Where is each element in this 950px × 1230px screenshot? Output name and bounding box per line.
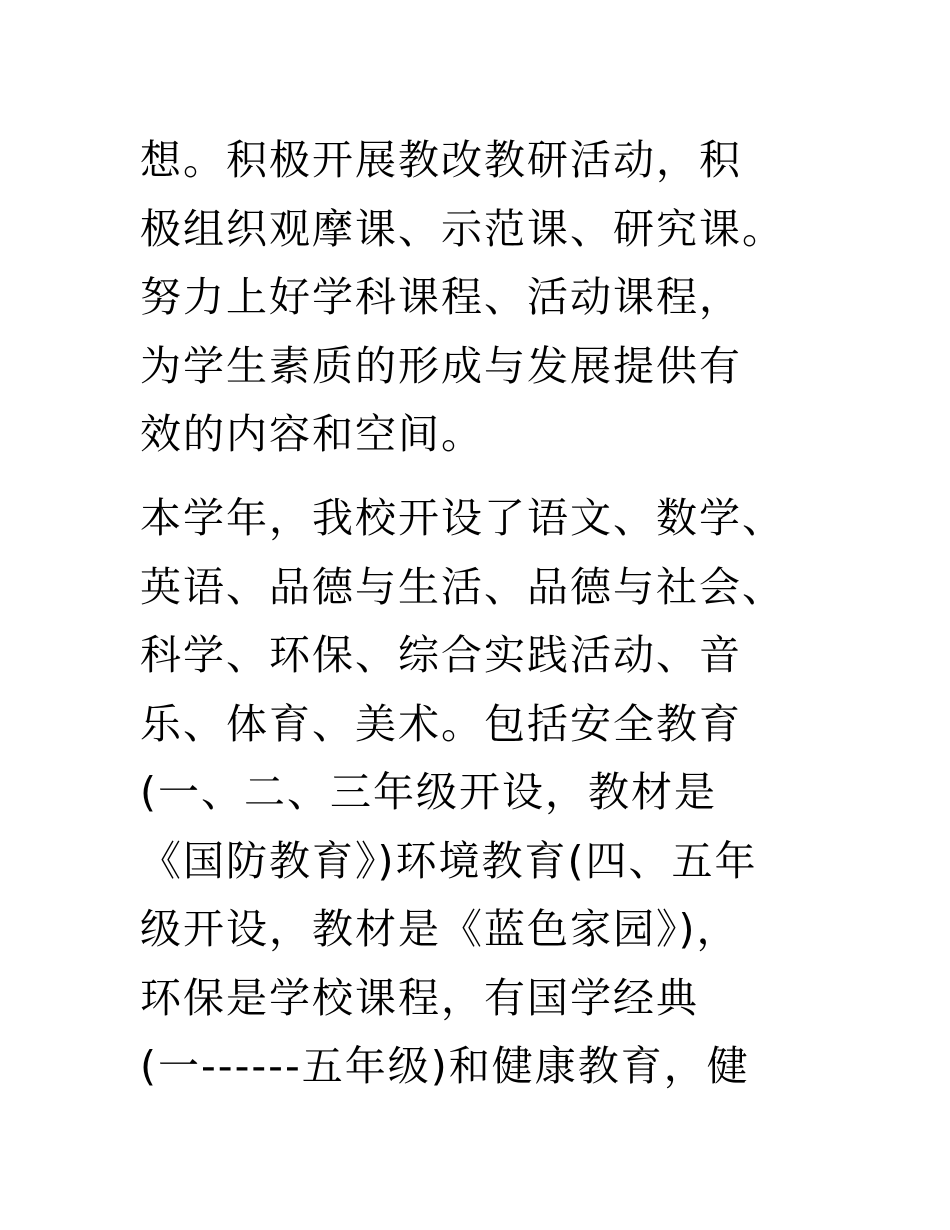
text-line: 科学、环保、综合实践活动、音 (140, 631, 742, 679)
text-line: 想。积极开展教改教研活动，积 (140, 136, 742, 184)
text-line: 环保是学校课程，有国学经典 (140, 973, 699, 1022)
text-line: 本学年，我校开设了语文、数学、 (140, 494, 785, 542)
text-line: 级开设，教材是《蓝色家园》)， (140, 905, 740, 953)
text-line: 为学生素质的形成与发展提供有 (140, 341, 742, 390)
paragraph-2 (140, 484, 840, 1101)
text-line: 极组织观摩课、示范课、研究课。 (140, 204, 785, 253)
paragraph-1 (140, 126, 840, 469)
text-line: 努力上好学科课程、活动课程， (140, 273, 742, 321)
text-line: (一、二、三年级开设，教材是 (140, 768, 717, 816)
text-line: 效的内容和空间。 (140, 410, 484, 458)
text-line: 英语、品德与生活、品德与社会、 (140, 562, 785, 611)
text-line: 《国防教育》)环境教育(四、五年 (140, 836, 758, 885)
text-line: 乐、体育、美术。包括安全教育 (140, 699, 742, 748)
text-line: (一------五年级)和健康教育，健 (140, 1042, 750, 1090)
